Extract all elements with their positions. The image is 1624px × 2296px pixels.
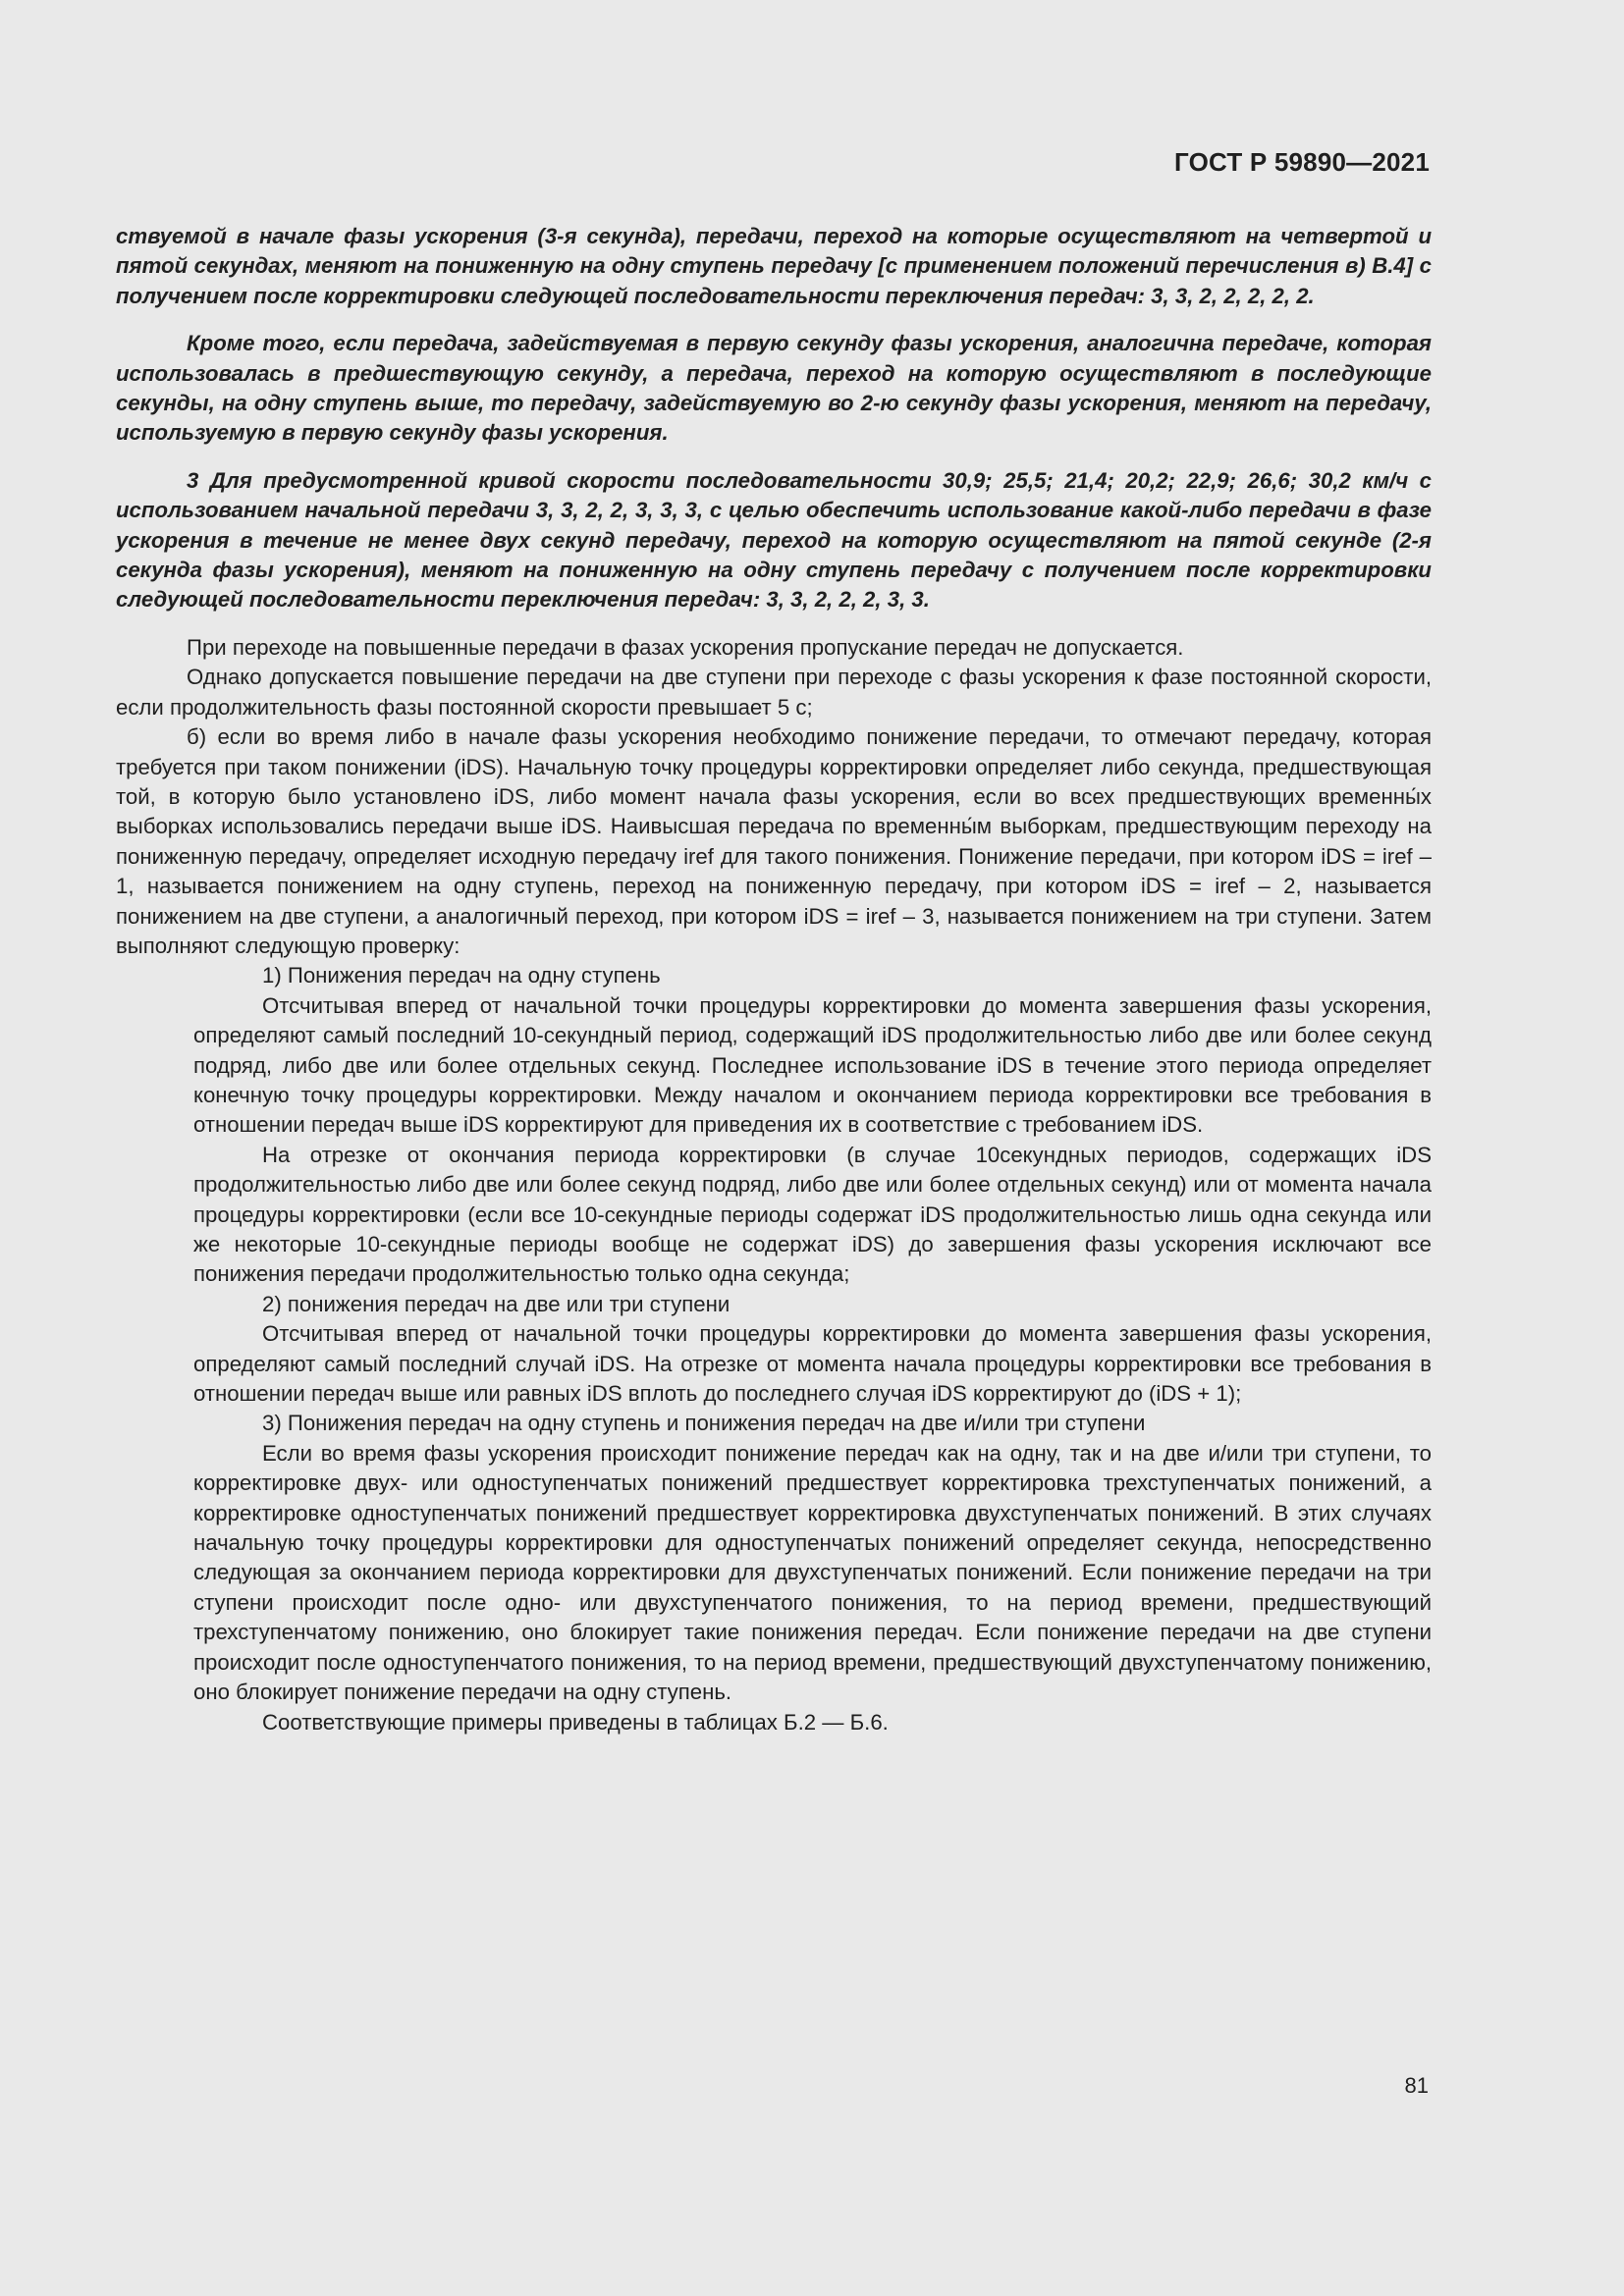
note-paragraph: ствуемой в начале фазы ускорения (3-я секунда), передачи, переход на которые осуществляют на четвертой и пятой секундах, меняют на пониженную на одну ступень передачу [с применением положений перечисления в) В.4] с получением после корректировки следующей последовательности переключения передач: 3, 3, 2, 2, 2, 2, 2.: [116, 224, 1432, 308]
page-content: [116, 222, 1432, 1737]
body-paragraph: Если во время фазы ускорения происходит понижение передач как на одну, так и на две и/или три ступени, то корректировке двух- или одноступенчатых понижений предшествует корректировка трехступенчатых понижений, а корректировке одноступенчатых понижений предшествует корректировка двухступенчатых понижений. В этих случаях начальную точку процедуры корректировки для одноступенчатых понижений определяет секунда, непосредственно следующая за окончанием периода корректировки для двухступенчатых понижений. Если понижение передачи на три ступени происходит после одно- или двухступенчатого понижения, то на период времени, предшествующий трехступенчатому понижению, оно блокирует такие понижения передач. Если понижение передачи на две ступени происходит после одноступенчатого понижения, то на период времени, предшествующий двухступенчатому понижению, оно блокирует понижение передачи на одну ступень.: [193, 1440, 1432, 1705]
page-number: 81: [1404, 2073, 1429, 2098]
subsection-title: 2) понижения передач на две или три ступени: [262, 1291, 731, 1316]
subsection-title: 3) Понижения передач на одну ступень и понижения передач на две и/или три ступени: [262, 1411, 1146, 1436]
body-paragraph: При переходе на повышенные передачи в фазах ускорения пропускание передач не допускается.: [187, 634, 1184, 660]
body-paragraph: Отсчитывая вперед от начальной точки процедуры корректировки до момента завершения фазы ускорения, определяют самый последний 10-секундный период, содержащий iDS продолжительностью либо две или более секунд подряд, либо две или более отдельных секунд. Последнее использование iDS в течение этого периода определяет конечную точку процедуры корректировки. Между началом и окончанием периода корректировки все требования в отношении передач выше iDS корректируют для приведения их в соответствие с требованием iDS.: [193, 992, 1432, 1138]
note-paragraph: Кроме того, если передача, задействуемая в первую секунду фазы ускорения, аналогична передаче, которая использовалась в предшествующую секунду, а передача, переход на которую осуществляют в последующие секунды, на одну ступень выше, то передачу, задействуемую во 2-ю секунду фазы ускорения, меняют на передачу, используемую в первую секунду фазы ускорения.: [116, 331, 1432, 446]
subsection-title: 1) Понижения передач на одну ступень: [262, 963, 661, 988]
body-paragraph: Однако допускается повышение передачи на две ступени при переходе с фазы ускорения к фазе постоянной скорости, если продолжительность фазы постоянной скорости превышает 5 с;: [116, 665, 1432, 720]
body-paragraph: Соответствующие примеры приведены в таблицах Б.2 — Б.6.: [262, 1709, 889, 1735]
body-paragraph: Отсчитывая вперед от начальной точки процедуры корректировки до момента завершения фазы ускорения, определяют самый последний случай iDS. На отрезке от момента начала процедуры корректировки все требования в отношении передач выше или равных iDS вплоть до последнего случая iDS корректируют до (iDS + 1);: [193, 1321, 1432, 1407]
body-paragraph: На отрезке от окончания периода корректировки (в случае 10секундных периодов, содержащих iDS продолжительностью либо две или более секунд подряд, либо две или более отдельных секунд) или от момента начала процедуры корректировки (если все 10-секундные периоды содержат iDS продолжительностью лишь одна секунда или же некоторые 10-секундные периоды вообще не содержат iDS) до завершения фазы ускорения исключают все понижения передачи продолжительностью только одна секунда;: [193, 1142, 1432, 1287]
note-paragraph: 3 Для предусмотренной кривой скорости последовательности 30,9; 25,5; 21,4; 20,2; 22,9; 26,6; 30,2 км/ч с использованием начальной передачи 3, 3, 2, 2, 3, 3, 3, с целью обеспечить использование какой-либо передачи в фазе ускорения в течение не менее двух секунд передачу, переход на которую осуществляют на пятой секунде (2-я секунда фазы ускорения), меняют на пониженную на одну ступень передачу с получением после корректировки следующей последовательности переключения передач: 3, 3, 2, 2, 2, 3, 3.: [116, 467, 1432, 613]
document-id-header: ГОСТ Р 59890—2021: [1174, 147, 1430, 177]
body-paragraph-b: б) если во время либо в начале фазы ускорения необходимо понижение передачи, то отмечают передачу, которая требуется при таком понижении (iDS). Начальную точку процедуры корректировки определяет либо секунда, предшествующая той, в которую было установлено iDS, либо момент начала фазы ускорения, если во всех предшествующих временны́х выборках использовались передачи выше iDS. Наивысшая передача по временны́м выборкам, предшествующим переходу на пониженную передачу, определяет исходную передачу iref для такого понижения. Понижение передачи, при котором iDS = iref – 1, называется понижением на одну ступень, переход на пониженную передачу, при котором iDS = iref – 2, называется понижением на две ступени, а аналогичный переход, при котором iDS = iref – 3, называется понижением на три ступени. Затем выполняют следующую проверку:: [116, 724, 1432, 958]
